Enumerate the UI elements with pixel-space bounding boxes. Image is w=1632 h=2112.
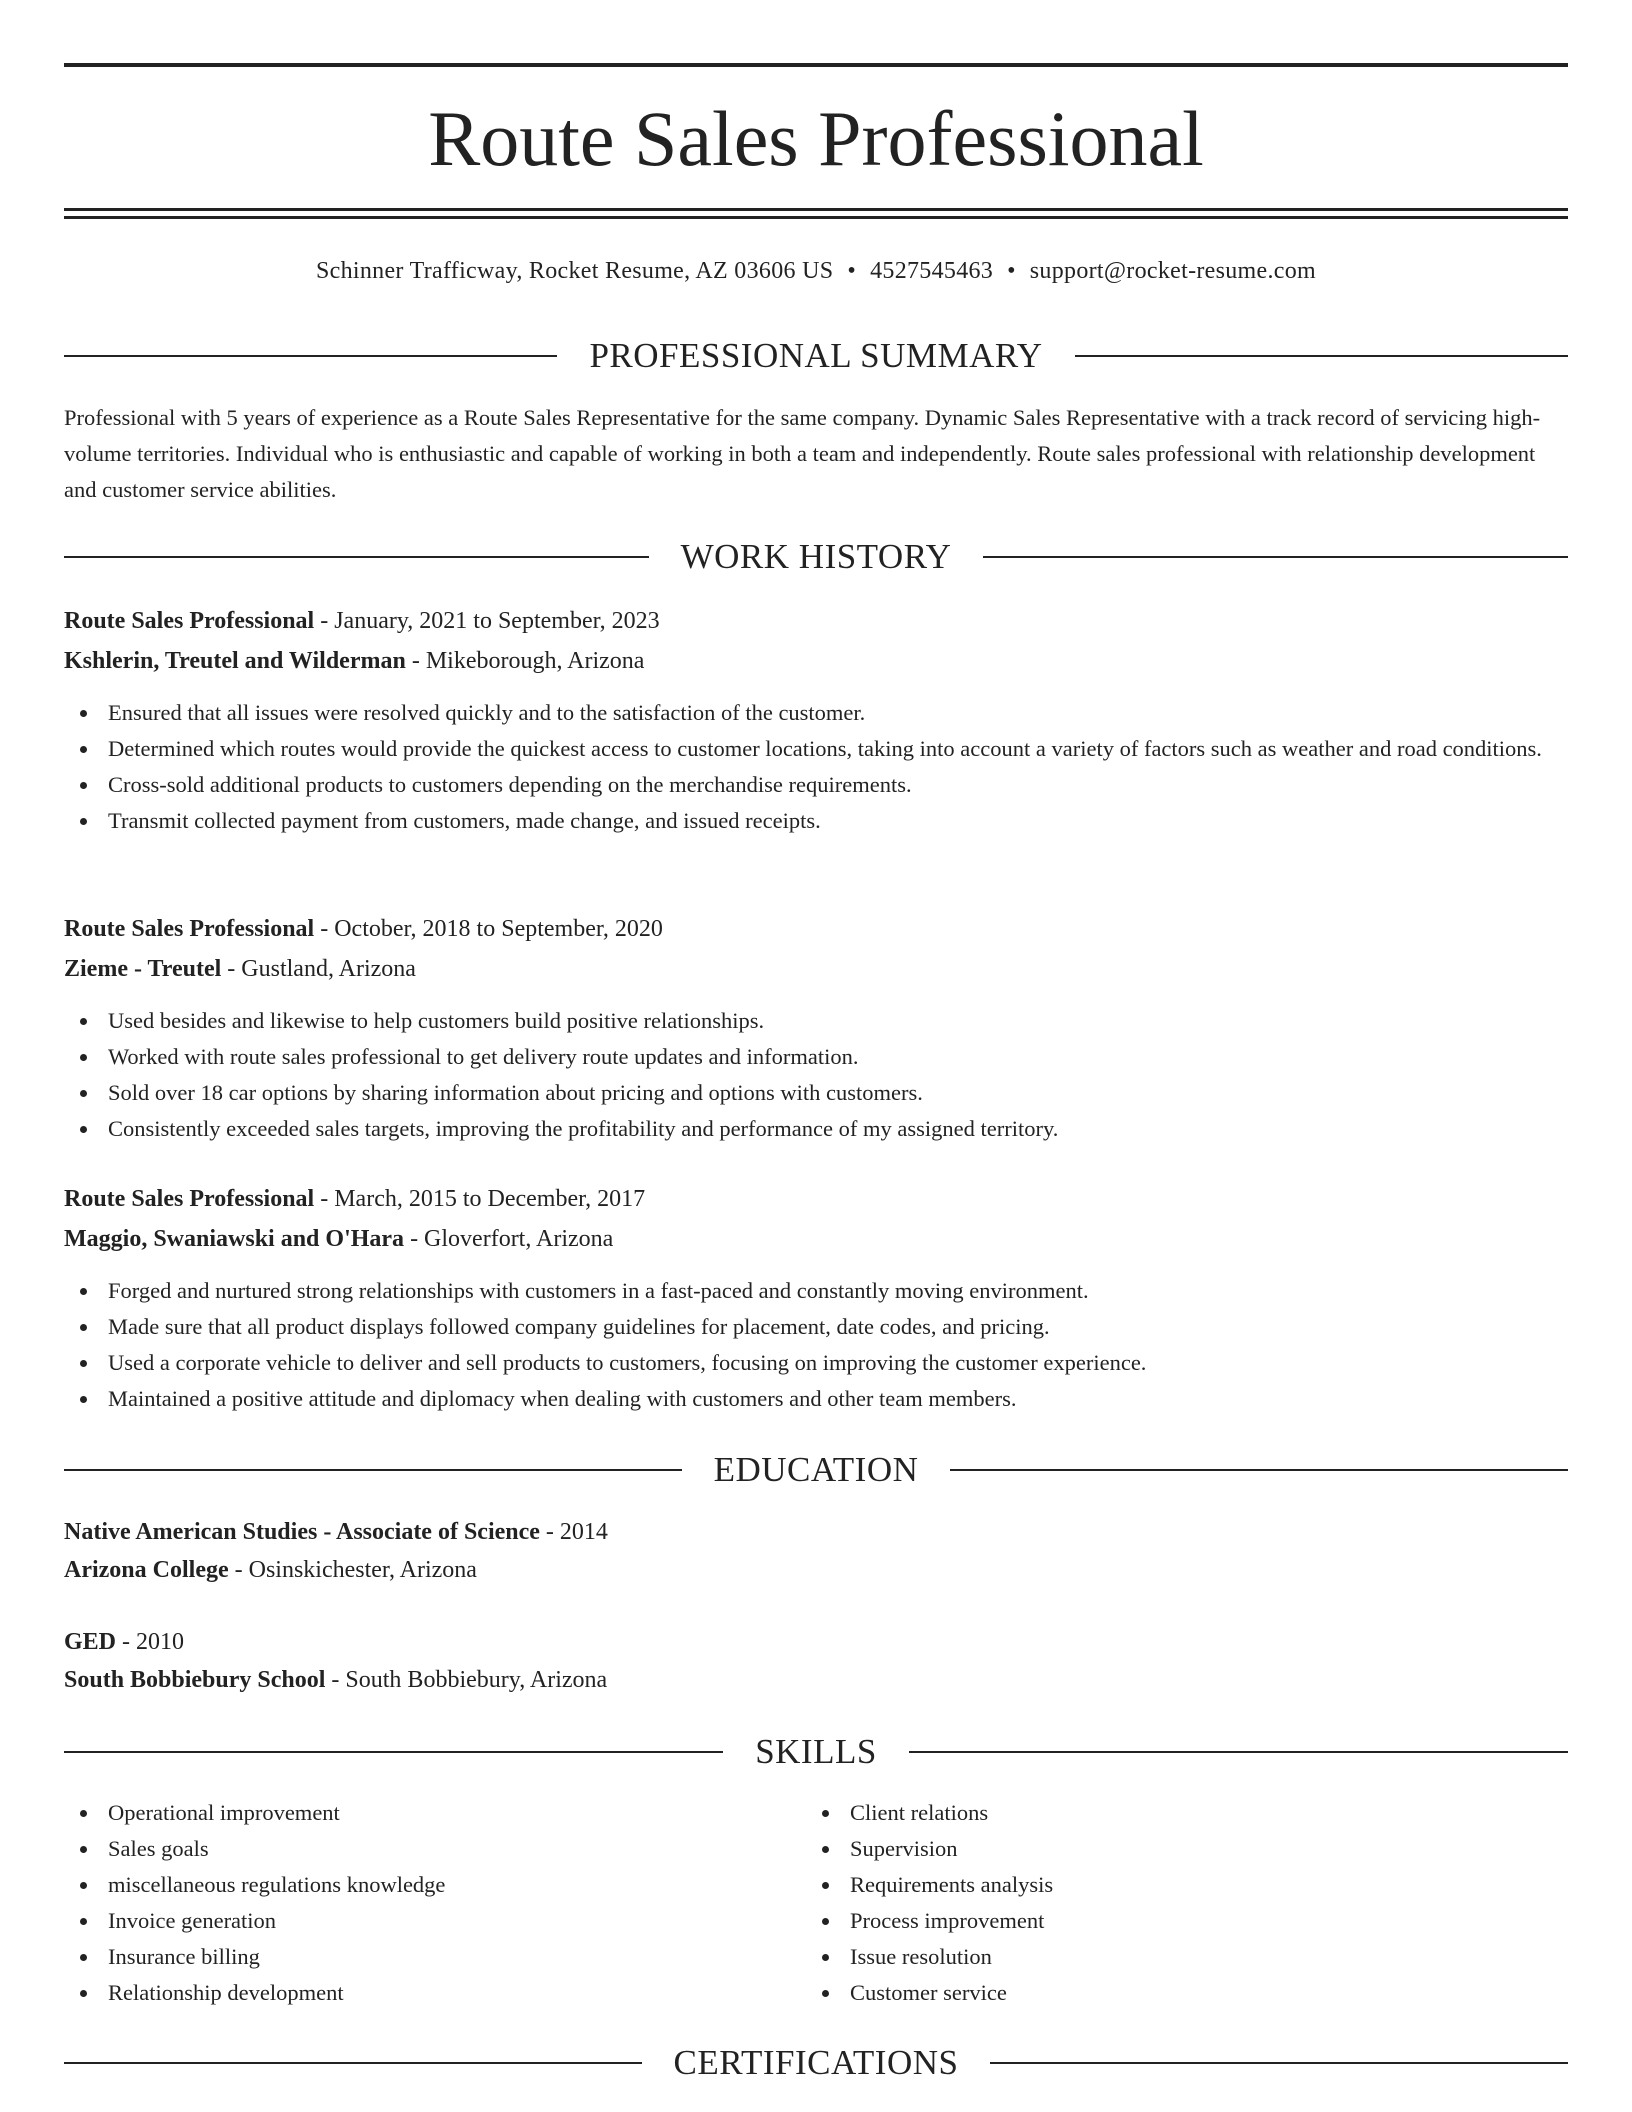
list-item: Used besides and likewise to help customers build positive relationships. [64, 1003, 1568, 1039]
education-degree: Native American Studies - Associate of Science [64, 1519, 540, 1545]
education-degree: GED [64, 1629, 117, 1655]
list-item: Ensured that all issues were resolved quickly and to the satisfaction of the customer. [64, 695, 1568, 731]
job-company-line [64, 951, 1568, 987]
section-heading-education [64, 1448, 1568, 1492]
job-bullets [64, 695, 1568, 839]
skill-item: Sales goals [64, 1831, 764, 1867]
list-item: Maintained a positive attitude and diplomacy when dealing with customers and other team members. [64, 1381, 1568, 1417]
skill-item: Insurance billing [64, 1939, 764, 1975]
heading-rule [64, 556, 649, 558]
job-dates: - March, 2015 to December, 2017 [314, 1186, 646, 1212]
contact-email: support@rocket-resume.com [1029, 258, 1316, 284]
list-item: Transmit collected payment from customers, made change, and issued receipts. [64, 803, 1568, 839]
skill-item: Supervision [806, 1831, 1506, 1867]
section-title: SKILLS [755, 1732, 877, 1771]
section-heading-work-history [64, 535, 1568, 579]
job-title-line [64, 603, 1568, 639]
skills-list-right [806, 1795, 1506, 2011]
job-location: - Mikeborough, Arizona [405, 648, 645, 674]
summary-text: Professional with 5 years of experience as a Route Sales Representative for the same company. Dynamic Sales Representative with a track record of servicing high-volume territories. Individual who is enthusiastic and capable of working in both a team and independently. Route sales professional with relationship development and customer service abilities. [64, 405, 1541, 502]
section-heading-certifications [64, 2041, 1568, 2085]
job-location: - Gloverfort, Arizona [404, 1226, 614, 1252]
skill-item: Invoice generation [64, 1903, 764, 1939]
contact-address: Schinner Trafficway, Rocket Resume, AZ 03606 US [316, 258, 834, 284]
skill-item: miscellaneous regulations knowledge [64, 1867, 764, 1903]
skill-item: Client relations [806, 1795, 1506, 1831]
heading-rule [983, 556, 1568, 558]
page-title: Route Sales Professional [428, 95, 1204, 182]
job-title-line [64, 1181, 1568, 1217]
header-double-rule-top [64, 208, 1568, 211]
skill-item: Issue resolution [806, 1939, 1506, 1975]
job-location: - Gustland, Arizona [221, 956, 416, 982]
job-company: Maggio, Swaniawski and O'Hara [64, 1226, 405, 1252]
section-title: WORK HISTORY [680, 537, 952, 576]
job-title: Route Sales Professional [64, 916, 315, 942]
education-degree-line [64, 1514, 1568, 1550]
heading-rule [990, 2062, 1568, 2064]
education-location: - Osinskichester, Arizona [228, 1557, 477, 1583]
section-title: PROFESSIONAL SUMMARY [589, 336, 1043, 375]
section-title: EDUCATION [713, 1450, 919, 1489]
skill-item: Process improvement [806, 1903, 1506, 1939]
job-bullets [64, 1273, 1568, 1417]
heading-rule [950, 1469, 1568, 1471]
contact-separator: • [847, 258, 857, 284]
job-bullets [64, 1003, 1568, 1147]
education-school-line [64, 1662, 1568, 1698]
job-dates: - October, 2018 to September, 2020 [314, 916, 663, 942]
skill-item: Operational improvement [64, 1795, 764, 1831]
job-dates: - January, 2021 to September, 2023 [314, 608, 660, 634]
list-item: Sold over 18 car options by sharing information about pricing and options with customers. [64, 1075, 1568, 1111]
education-year: - 2014 [539, 1519, 608, 1545]
list-item: Used a corporate vehicle to deliver and sell products to customers, focusing on improving the customer experience. [64, 1345, 1568, 1381]
header-double-rule-bottom [64, 216, 1568, 219]
education-location: - South Bobbiebury, Arizona [325, 1667, 608, 1693]
education-year: - 2010 [116, 1629, 185, 1655]
heading-rule [64, 355, 557, 357]
section-title: CERTIFICATIONS [673, 2043, 959, 2082]
job-company-line [64, 643, 1568, 679]
education-school-line [64, 1552, 1568, 1588]
list-item: Consistently exceeded sales targets, improving the profitability and performance of my assigned territory. [64, 1111, 1568, 1147]
heading-rule [64, 1469, 682, 1471]
job-title-line [64, 911, 1568, 947]
contact-line [64, 253, 1568, 289]
education-degree-line [64, 1624, 1568, 1660]
list-item: Cross-sold additional products to customers depending on the merchandise requirements. [64, 767, 1568, 803]
section-heading-summary [64, 334, 1568, 378]
contact-separator: • [1007, 258, 1016, 284]
section-heading-skills [64, 1730, 1568, 1774]
list-item: Worked with route sales professional to get delivery route updates and information. [64, 1039, 1568, 1075]
skill-item: Customer service [806, 1975, 1506, 2011]
job-company: Zieme - Treutel [64, 956, 222, 982]
education-school: Arizona College [64, 1557, 229, 1583]
heading-rule [909, 1751, 1568, 1753]
heading-rule [64, 2062, 642, 2064]
list-item: Forged and nurtured strong relationships with customers in a fast-paced and constantly moving environment. [64, 1273, 1568, 1309]
skill-item: Requirements analysis [806, 1867, 1506, 1903]
heading-rule [64, 1751, 723, 1753]
list-item: Made sure that all product displays followed company guidelines for placement, date codes, and pricing. [64, 1309, 1568, 1345]
heading-rule [1075, 355, 1568, 357]
list-item: Determined which routes would provide the quickest access to customer locations, taking into account a variety of factors such as weather and road conditions. [64, 731, 1568, 767]
skills-list-left [64, 1795, 764, 2011]
job-title: Route Sales Professional [64, 608, 315, 634]
education-school: South Bobbiebury School [64, 1667, 326, 1693]
header-top-rule [64, 63, 1568, 67]
contact-phone: 4527545463 [870, 258, 994, 284]
job-company: Kshlerin, Treutel and Wilderman [64, 648, 406, 674]
job-title: Route Sales Professional [64, 1186, 315, 1212]
skill-item: Relationship development [64, 1975, 764, 2011]
job-company-line [64, 1221, 1568, 1257]
